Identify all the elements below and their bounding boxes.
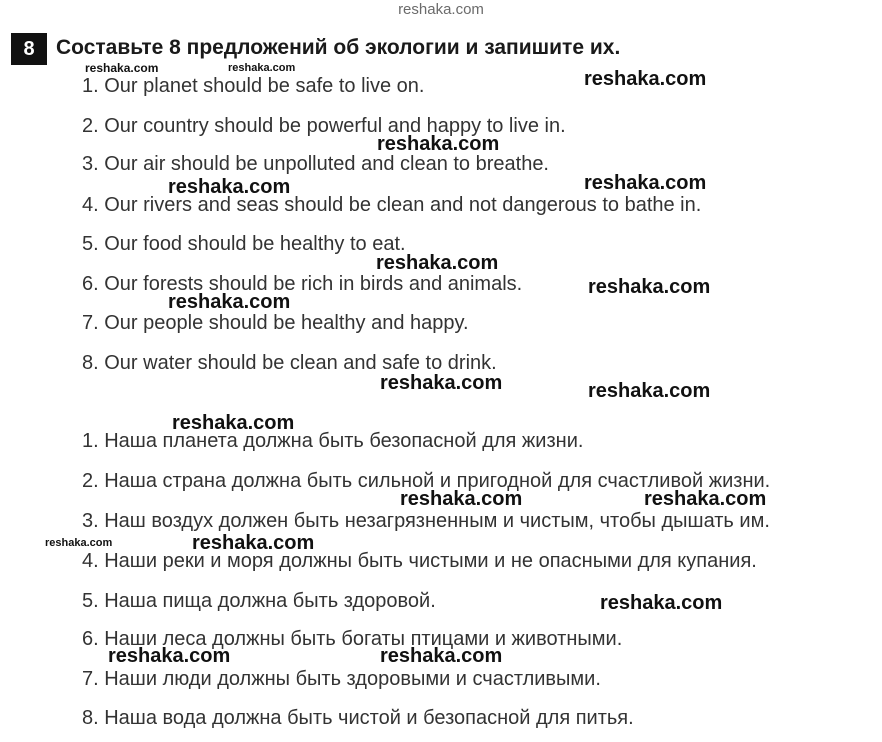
watermark: reshaka.com <box>172 412 295 434</box>
russian-sentence: 2. Наша страна должна быть сильной и пригодной для счастливой жизни. <box>82 470 771 492</box>
watermark-top: reshaka.com <box>398 1 484 18</box>
russian-sentence: 7. Наши люди должны быть здоровыми и счастливыми. <box>82 668 601 690</box>
watermark: reshaka.com <box>45 537 113 549</box>
watermark: reshaka.com <box>588 276 711 298</box>
watermark: reshaka.com <box>168 291 291 313</box>
watermark: reshaka.com <box>644 488 767 510</box>
watermark: reshaka.com <box>376 252 499 274</box>
russian-sentence: 5. Наша пища должна быть здоровой. <box>82 590 436 612</box>
english-sentence: 7. Our people should be healthy and happy. <box>82 312 469 334</box>
english-sentence: 5. Our food should be healthy to eat. <box>82 233 406 255</box>
russian-sentence: 4. Наши реки и моря должны быть чистыми и не опасными для купания. <box>82 550 757 572</box>
watermark: reshaka.com <box>168 176 291 198</box>
watermark: reshaka.com <box>377 133 500 155</box>
watermark: reshaka.com <box>380 645 503 667</box>
watermark: reshaka.com <box>584 68 707 90</box>
english-sentence: 4. Our rivers and seas should be clean and not dangerous to bathe in. <box>82 194 702 216</box>
watermark: reshaka.com <box>400 488 523 510</box>
watermark: reshaka.com <box>588 380 711 402</box>
watermark: reshaka.com <box>228 62 296 74</box>
english-sentence: 1. Our planet should be safe to live on. <box>82 75 425 97</box>
task-title: Составьте 8 предложений об экологии и запишите их. <box>56 36 621 59</box>
english-sentence: 6. Our forests should be rich in birds and animals. <box>82 273 523 295</box>
watermark: reshaka.com <box>192 532 315 554</box>
russian-sentence: 8. Наша вода должна быть чистой и безопасной для питья. <box>82 707 634 729</box>
watermark: reshaka.com <box>584 172 707 194</box>
english-sentence: 3. Our air should be unpolluted and clean to breathe. <box>82 153 549 175</box>
english-sentence: 8. Our water should be clean and safe to drink. <box>82 352 497 374</box>
russian-sentence: 6. Наши леса должны быть богаты птицами и животными. <box>82 628 623 650</box>
task-number-badge: 8 <box>11 33 47 65</box>
russian-sentence: 1. Наша планета должна быть безопасной для жизни. <box>82 430 584 452</box>
watermark: reshaka.com <box>600 592 723 614</box>
russian-sentence: 3. Наш воздух должен быть незагрязненным и чистым, чтобы дышать им. <box>82 510 770 532</box>
watermark: reshaka.com <box>380 372 503 394</box>
watermark: reshaka.com <box>85 61 159 75</box>
english-sentence: 2. Our country should be powerful and happy to live in. <box>82 115 566 137</box>
watermark: reshaka.com <box>108 645 231 667</box>
